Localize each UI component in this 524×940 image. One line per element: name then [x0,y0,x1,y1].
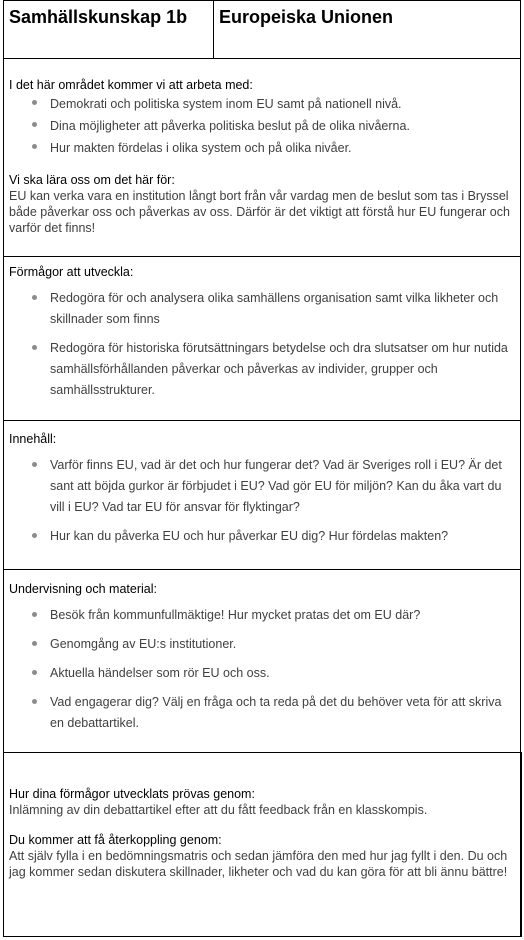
header-row [4,1,520,59]
learn-label: Vi ska lära oss om det här för: [9,173,175,187]
bullet-icon [32,295,37,300]
provas-text: Inlämning av din debattartikel efter att du fått feedback från en klasskompis. [9,803,428,817]
bullet-icon [32,699,37,704]
undervisning-list [9,605,514,734]
list-item: Genomgång av EU:s institutioner. [9,634,514,655]
aterkoppling-label: Du kommer att få återkoppling genom: [9,833,222,847]
formagor-label: Förmågor att utveckla: [9,265,134,279]
undervisning-label: Undervisning och material: [9,582,157,596]
topic-title: Europeiska Unionen [219,7,394,27]
table-edge-divider [521,752,522,937]
bullet-icon [32,670,37,675]
list-item: Hur kan du påverka EU och hur påverkar EU dig? Hur fördelas makten? [9,526,514,547]
area-list [9,93,514,159]
list-item: Dina möjligheter att påverka politiska beslut på de olika nivåerna. [9,115,514,137]
learn-text: EU kan verka vara en institution långt bort från vår vardag men de beslut som tas i Bryssel både påverkar oss och påverkas av oss. Därför är det viktigt att förstå hur EU fungerar och varför det finns! [9,189,510,235]
aterkoppling-text: Att själv fylla i en bedömningsmatris och sedan jämföra den med hur jag fyllt i den. Du och jag kommer sedan diskutera skillnader, likheter och vad du kan göra för att bli ännu bättre! [9,849,508,879]
list-item: Redogöra för historiska förutsättningars betydelse och dra slutsatser om hur nutida samhällsförhållanden påverkar och påverkas av individer, grupper och samhällsstrukturer. [9,338,514,401]
bedomning-section [4,753,520,937]
formagor-list [9,288,514,401]
undervisning-section [4,570,520,753]
bullet-icon [32,462,37,467]
lesson-plan-document [3,0,521,937]
innehall-section [4,421,520,570]
list-item: Besök från kommunfullmäktige! Hur mycket pratas det om EU där? [9,605,514,626]
bullet-icon [32,144,37,149]
intro-section [4,59,520,257]
list-item: Varför finns EU, vad är det och hur fungerar det? Vad är Sveriges roll i EU? Är det sant att böjda gurkor är förbjudet i EU? Vad gör EU för miljön? Kan du åka vart du vill i EU? Vad tar EU för ansvar för flyktingar? [9,455,514,518]
list-item: Vad engagerar dig? Välj en fråga och ta reda på det du behöver veta för att skriva en debattartikel. [9,692,514,734]
bullet-icon [32,533,37,538]
area-label: I det här området kommer vi att arbeta med: [9,78,253,92]
list-item: Aktuella händelser som rör EU och oss. [9,663,514,684]
subject-title: Samhällskunskap 1b [4,1,214,58]
list-item: Redogöra för och analysera olika samhällens organisation samt vilka likheter och skillnader som finns [9,288,514,330]
bullet-icon [32,612,37,617]
innehall-list [9,455,514,547]
bullet-icon [32,100,37,105]
bullet-icon [32,641,37,646]
innehall-label: Innehåll: [9,432,57,446]
provas-label: Hur dina förmågor utvecklats prövas genom: [9,787,255,801]
list-item: Hur makten fördelas i olika system och på olika nivåer. [9,137,514,159]
bullet-icon [32,345,37,350]
list-item: Demokrati och politiska system inom EU samt på nationell nivå. [9,93,514,115]
formagor-section [4,257,520,421]
bullet-icon [32,122,37,127]
